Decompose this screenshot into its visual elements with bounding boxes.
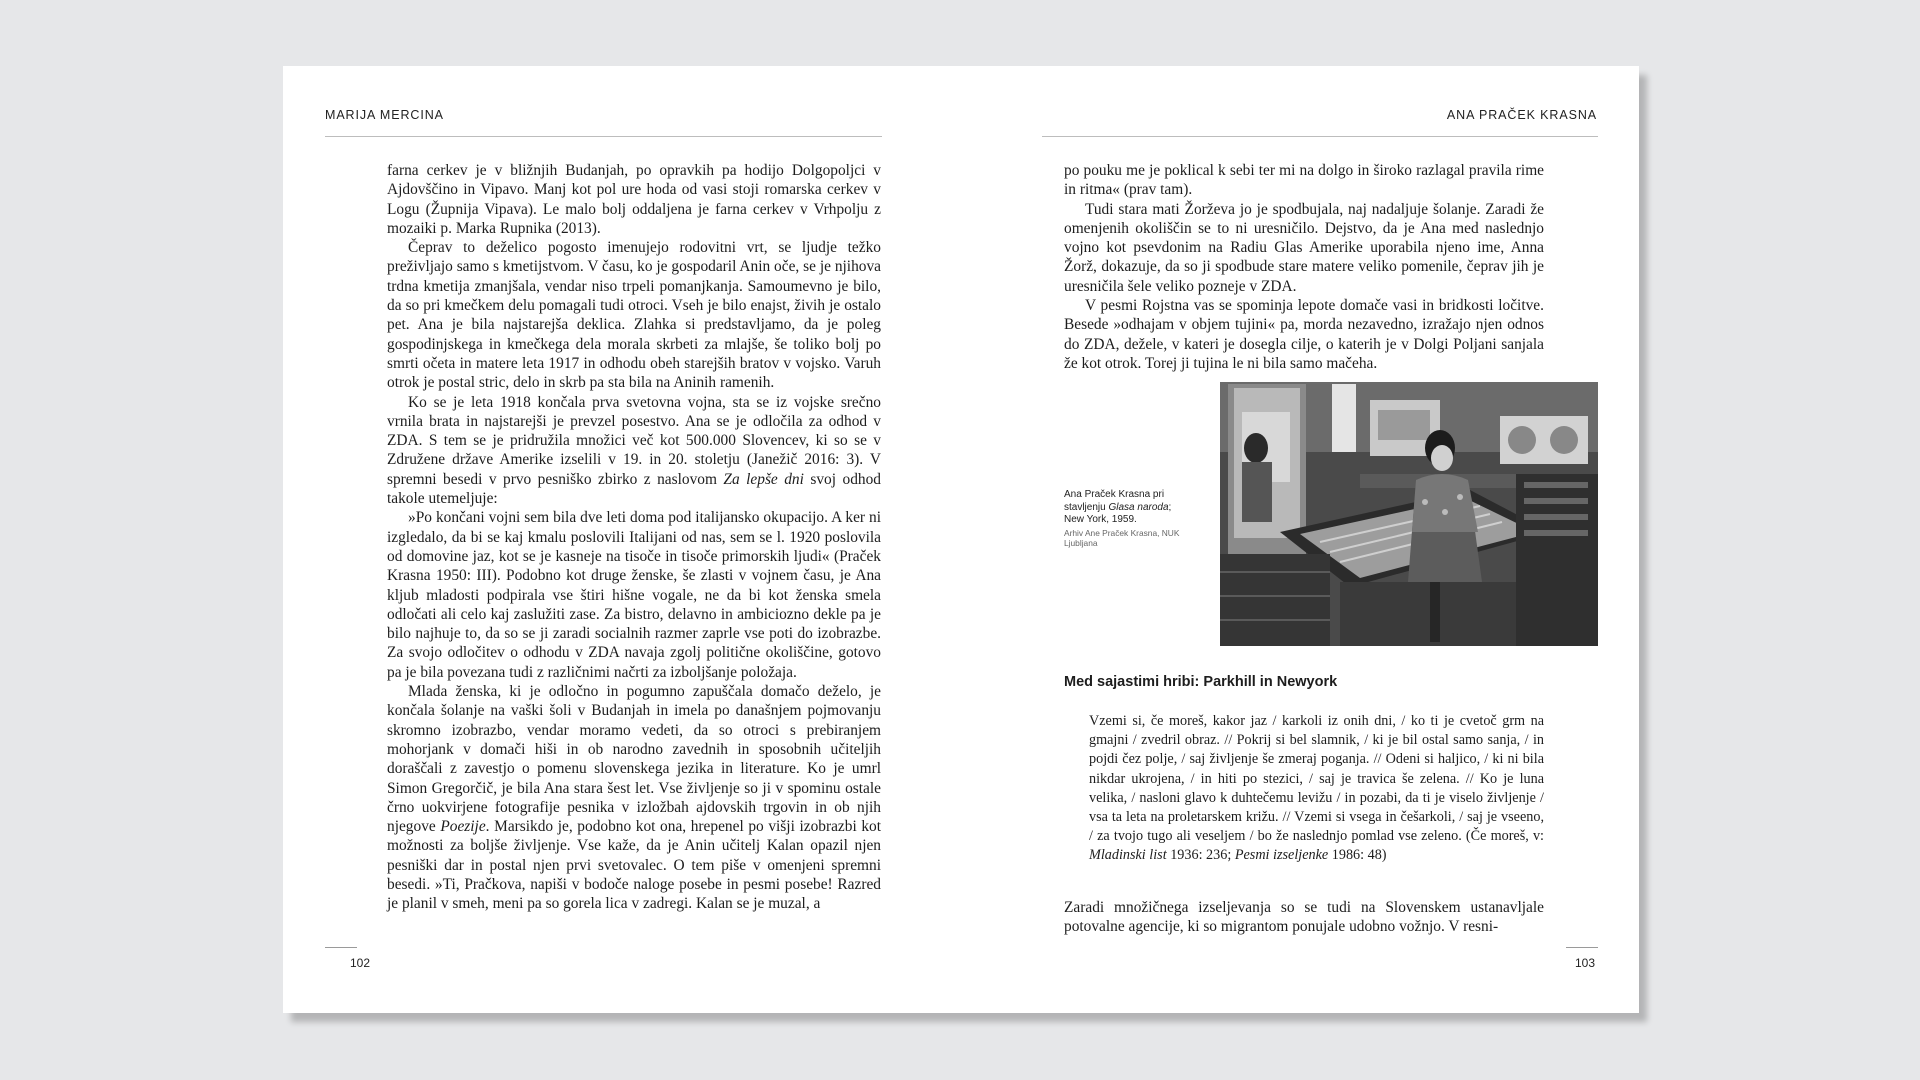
left-header-rule bbox=[325, 136, 882, 137]
poem-quote: Vzemi si, če moreš, kakor jaz / karkoli iz onih dni, / ko ti je cvetoč grm na gmajni / zvedril obraz. // Pokrij si bel slamnik, / ki je bil ostal samo sanja, / in pojdi čez polje, / saj življenje še zmeraj poganja. // Odeni si haljico, / ki ni bila nikdar ukrojena, / in hiti po stezici, / saj je travica še zelena. // Ko je luna velika, / nasloni glavo k duhtečemu levižu / in pozabi, da ti je viselo življenje / vsa ta leta na proletarskem križu. // Vzemi si vsega in češarkoli, / saj je vseeno, / za tvojo tugo ali veseljem / bo že naslednjo pomlad vse zeleno. (Če moreš, v: Mladinski list 1936: 236; Pesmi izseljenke 1986: 48) bbox=[1089, 713, 1544, 864]
paragraph: »Po končani vojni sem bila dve leti doma pod italijansko okupacijo. A ker ni izgledalo, da bi se kaj kmalu poslovili Italijani od nas, sem se l. 1920 poslovila od domovine jaz, kot se je kasneje na tisoče in tisoče primorskih ljudi« (Praček Krasna 1950: III). Podobno kot druge ženske, še zlasti v vojnem času, je Ana kljub mladosti podpirala vse štiri hišne vogale, ne da bi kot ženska smela odločati ali celo kaj zaslužiti zase. Za bistro, delavno in ambiciozno dekle pa je bilo najhuje to, da so se ji zaradi socialnih razmer zaprle vse poti do izobrazbe. Za svojo odločitev o odhodu v ZDA navaja zgolj politične okoliščine, gotovo pa je bila povezana tudi z različnimi načrti za izboljšanje položaja. bbox=[387, 509, 881, 681]
paragraph: farna cerkev je v bližnjih Budanjah, po opravkih pa hodijo Dolgopoljci v Ajdovščino in Vipavo. Manj kot pol ure hoda od vasi stoji romarska cerkev v Logu (Župnija Vipava). Le malo bolj oddaljena je farna cerkev v Vrhpolju z mozaiki p. Marka Rupnika (2013). bbox=[387, 162, 881, 237]
right-running-head: ANA PRAČEK KRASNA bbox=[1446, 108, 1597, 122]
closing-paragraph: Zaradi množičnega izseljevanja so se tudi na Slovenskem ustanavljale potovalne agencije, ki so migrantom ponujale udobno vožnjo. V resni- bbox=[1064, 899, 1544, 936]
left-running-head: MARIJA MERCINA bbox=[325, 108, 444, 122]
photo-caption: Ana Praček Krasna pri stavljenju Glasa naroda; New York, 1959. Arhiv Ane Praček Krasna, NUK Ljubljana bbox=[1064, 489, 1186, 549]
right-folio-rule bbox=[1566, 947, 1598, 948]
typesetting-photo-illustration bbox=[1220, 382, 1598, 646]
paragraph: Čeprav to deželico pogosto imenujejo rodovitni vrt, se ljudje težko preživljajo samo s kmetijstvom. V času, ko je gospodaril Anin oče, se je njihova trdna kmetija zmanjšala, vendar niso trpeli pomanjkanja. Samoumevno je bilo, da so pri kmečkem delu pomagali tudi otroci. Vseh je bilo enajst, živih je ostalo pet. Ana je bila najstarejša deklica. Zlahka si predstavljamo, da je poleg gospodinjskega in kmečkega dela morala skrbeti za mlajše, še toliko bolj po smrti očeta in matere leta 1917 in odhodu obeh starejših bratov v vojsko. Varuh otrok je postal stric, delo in skrb pa sta bila na Aninih ramenih. bbox=[387, 239, 881, 392]
section-subheading: Med sajastimi hribi: Parkhill in Newyork bbox=[1064, 674, 1338, 690]
paragraph: V pesmi Rojstna vas se spominja lepote domače vasi in bridkosti ločitve. Besede »odhajam v objem tujini« pa, morda nezavedno, izražajo njen odnos do ZDA, dežele, v kateri je dosegla cilje, o katerih je v Dolgi Poljani sanjala že kot otrok. Torej ji tujina le ni bila samo mačeha. bbox=[1064, 297, 1544, 372]
left-body-text bbox=[387, 161, 881, 914]
paragraph: Tudi stara mati Žorževa jo je spodbujala, naj nadaljuje šolanje. Zaradi že omenjenih okoliščin se to ni uresničilo. Dejstvo, da je Ana med naslednjo vojno kot psevdonim na Radiu Glas Amerike uporabila njeno ime, Anna Žorž, dokazuje, da so ji spodbude stare matere veliko pomenile, čeprav jih je uresničila šele veliko pozneje v ZDA. bbox=[1064, 200, 1544, 295]
book-spread bbox=[283, 66, 1639, 1013]
paragraph: po pouku me je poklical k sebi ter mi na dolgo in široko razlagal pravila rime in ritma« (prav tam). bbox=[1064, 162, 1544, 199]
paragraph: Mlada ženska, ki je odločno in pogumno zapuščala domačo deželo, je končala šolanje na vaški šoli v Budanjah in imela po današnjem pojmovanju skromno izobrazbo, vendar moramo vedeti, da so otroci s prebiranjem mohorjank v domači hiši in ob narodno zavednih in sposobnih učiteljih doraščali z zavestjo o pomenu slovenskega jezika in literature. Ko je umrl Simon Gregorčič, je bila Ana stara šest let. Vse življenje so ji v spominu ostale črno uokvirjene fotografije pesnika v izložbah ajdovskih trgovin in ob njih njegove Poezije. Marsikdo je, podobno kot ona, hrepenel po višji izobrazbi kot možnosti za boljše življenje. Vse kaže, da je Anin učitelj Kalan opazil njen pesniški dar in postal njen prvi svetovalec. O tem piše v omenjeni spremni besedi. »Ti, Pračkova, napiši v bodoče naloge posebe in pesmi posebe! Razred je planil v smeh, meni pa so gorela lica v zadregi. Kalan se je muzal, a bbox=[387, 683, 881, 913]
archival-photo bbox=[1220, 382, 1598, 646]
right-body-text bbox=[1064, 161, 1544, 373]
right-header-rule bbox=[1042, 136, 1598, 137]
left-folio-rule bbox=[325, 947, 357, 948]
left-page-number: 102 bbox=[350, 956, 371, 970]
photo-credit: Arhiv Ane Praček Krasna, NUK Ljubljana bbox=[1064, 527, 1180, 549]
paragraph: Ko se je leta 1918 končala prva svetovna vojna, sta se iz vojske srečno vrnila brata in najstarejši je prevzel posestvo. Ana se je odločila za odhod v ZDA. S tem se je pridružila množici več kot 500.000 Slovencev, ki so se v Združene države Amerike izselili v 19. in 20. stoletju (Janežič 2016: 3). V spremni besedi v prvo pesniško zbirko z naslovom Za lepše dni svoj odhod takole utemeljuje: bbox=[387, 393, 881, 508]
book-title: Za lepše dni bbox=[723, 470, 804, 488]
book-title: Poezije bbox=[440, 818, 486, 836]
right-page-number: 103 bbox=[1575, 956, 1596, 970]
